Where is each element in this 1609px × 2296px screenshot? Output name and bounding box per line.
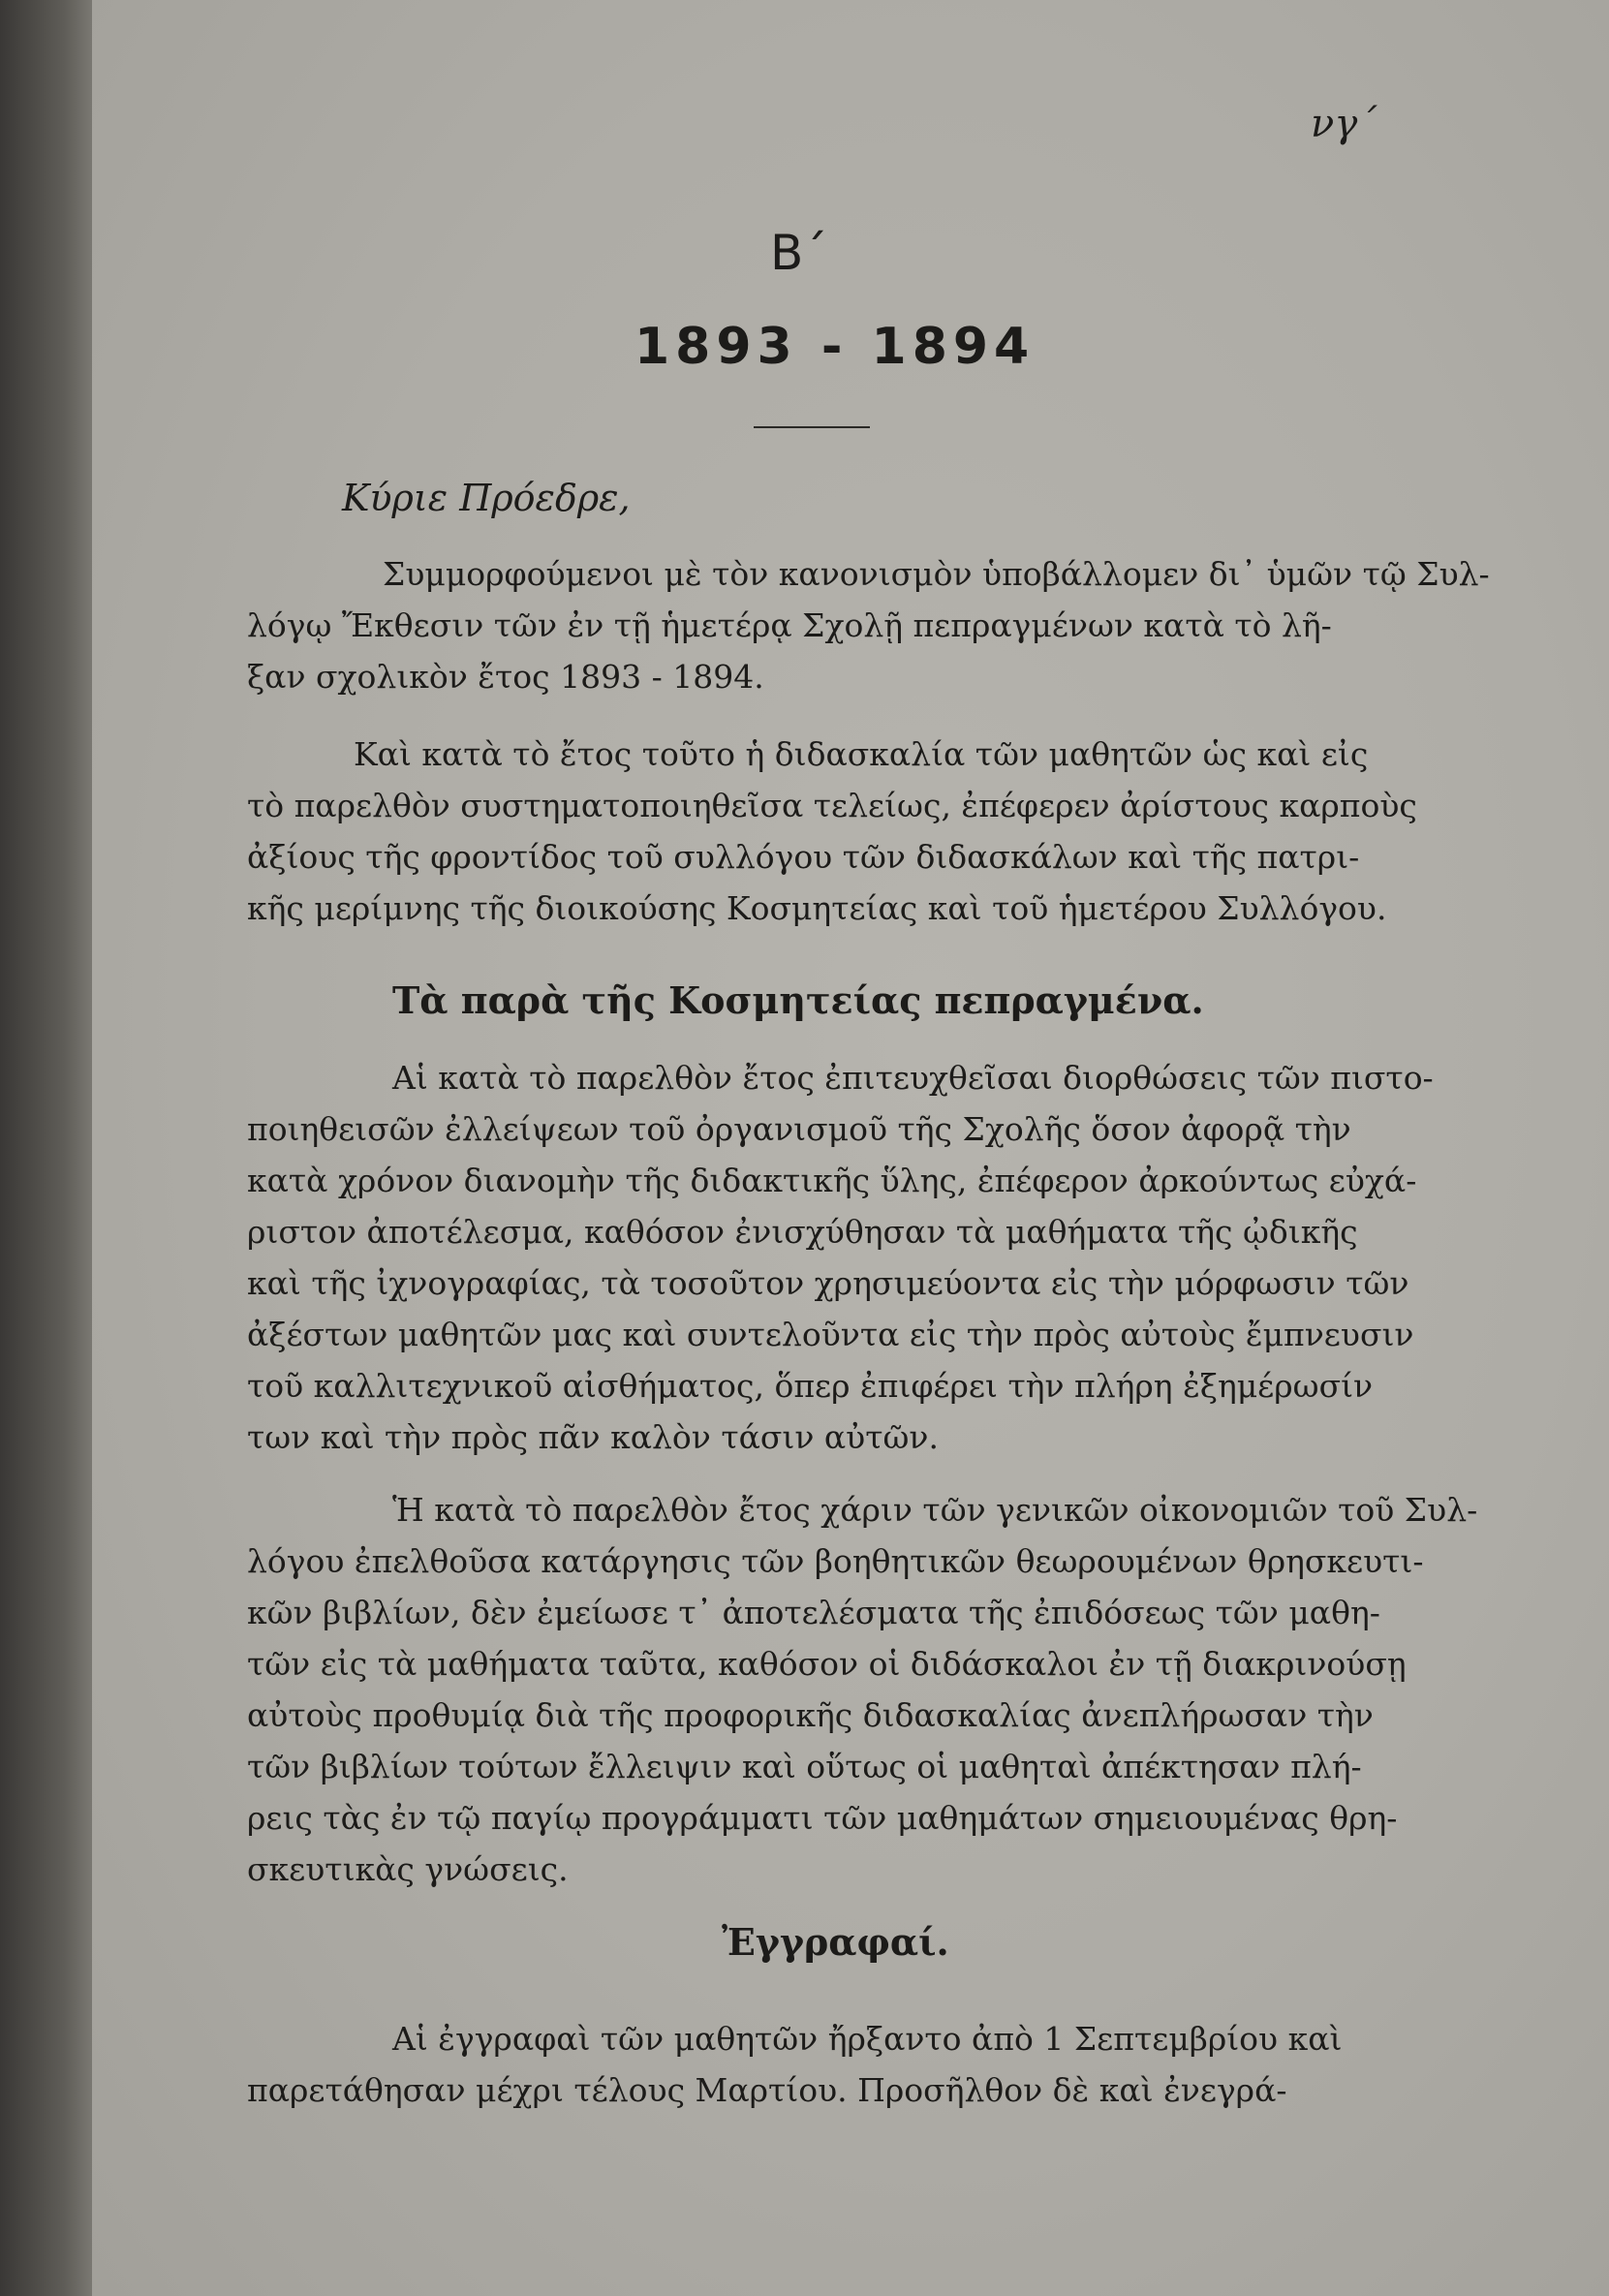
text-line: κῶν βιβλίων, δὲν ἐμείωσε τ᾽ ἀποτελέσματα τῆς ἐπιδόσεως τῶν μαθη- — [247, 1594, 1380, 1631]
text-line: Καὶ κατὰ τὸ ἔτος τοῦτο ἡ διδασκαλία τῶν μαθητῶν ὡς καὶ εἰς — [354, 735, 1369, 773]
text-line: λόγου ἐπελθοῦσα κατάργησις τῶν βοηθητικῶν θεωρουμένων θρησκευτι- — [247, 1542, 1424, 1580]
text-line: ἀξίους τῆς φροντίδος τοῦ συλλόγου τῶν διδασκάλων καὶ τῆς πατρι- — [247, 838, 1360, 876]
year-range-title: 1893 - 1894 — [634, 318, 1036, 376]
paragraph-enrollments — [247, 2013, 1477, 2116]
text-line: ἀξέστων μαθητῶν μας καὶ συντελοῦντα εἰς τὴν πρὸς αὐτοὺς ἔμπνευσιν — [247, 1316, 1414, 1353]
text-line: κῆς μερίμνης τῆς διοικούσης Κοσμητείας καὶ τοῦ ἡμετέρου Συλλόγου. — [247, 889, 1387, 927]
text-line: Αἱ ἐγγραφαὶ τῶν μαθητῶν ἤρξαντο ἀπὸ 1 Σεπτεμβρίου καὶ — [392, 2020, 1343, 2058]
book-binding-shadow — [0, 0, 92, 2296]
book-page — [92, 0, 1609, 2296]
paragraph-corrections — [247, 1052, 1477, 1463]
text-line: κατὰ χρόνον διανομὴν τῆς διδακτικῆς ὕλης, ἐπέφερον ἀρκούντως εὐχά- — [247, 1162, 1417, 1199]
text-line: τοῦ καλλιτεχνικοῦ αἰσθήματος, ὅπερ ἐπιφέρει τὴν πλήρη ἐξημέρωσίν — [247, 1367, 1374, 1405]
heading-enrollments: Ἐγγραφαί. — [722, 1920, 949, 1964]
text-line: των καὶ τὴν πρὸς πᾶν καλὸν τάσιν αὐτῶν. — [247, 1418, 939, 1456]
text-line: σκευτικὰς γνώσεις. — [247, 1850, 569, 1888]
paragraph-teaching — [247, 729, 1477, 934]
page-number: νγ΄ — [1311, 102, 1377, 146]
heading-committee-actions: Τὰ παρὰ τῆς Κοσμητείας πεπραγμένα. — [392, 978, 1204, 1022]
text-line: παρετάθησαν μέχρι τέλους Μαρτίου. Προσῆλθον δὲ καὶ ἐνεγρά- — [247, 2071, 1287, 2109]
paragraph-books — [247, 1484, 1477, 1895]
text-line: Ἡ κατὰ τὸ παρελθὸν ἔτος χάριν τῶν γενικῶν οἰκονομιῶν τοῦ Συλ- — [392, 1491, 1478, 1529]
salutation: Κύριε Πρόεδρε, — [342, 477, 631, 519]
title-divider — [754, 426, 870, 428]
text-line: ποιηθεισῶν ἐλλείψεων τοῦ ὀργανισμοῦ τῆς Σχολῆς ὅσον ἀφορᾷ τὴν — [247, 1110, 1351, 1148]
text-line: αὐτοὺς προθυμίᾳ διὰ τῆς προφορικῆς διδασκαλίας ἀνεπλήρωσαν τὴν — [247, 1696, 1374, 1734]
text-line: ξαν σχολικὸν ἔτος 1893 - 1894. — [247, 658, 764, 696]
text-line: καὶ τῆς ἰχνογραφίας, τὰ τοσοῦτον χρησιμεύοντα εἰς τὴν μόρφωσιν τῶν — [247, 1264, 1409, 1302]
text-line: λόγῳ Ἔκθεσιν τῶν ἐν τῇ ἡμετέρᾳ Σχολῇ πεπραγμένων κατὰ τὸ λῆ- — [247, 606, 1332, 644]
paragraph-intro — [247, 548, 1490, 702]
section-letter: Β΄ — [770, 225, 828, 281]
text-line: τῶν εἰς τὰ μαθήματα ταῦτα, καθόσον οἱ διδάσκαλοι ἐν τῇ διακρινούσῃ — [247, 1645, 1407, 1683]
text-line: ρεις τὰς ἐν τῷ παγίῳ προγράμματι τῶν μαθημάτων σημειουμένας θρη- — [247, 1799, 1398, 1837]
text-line: Αἱ κατὰ τὸ παρελθὸν ἔτος ἐπιτευχθεῖσαι διορθώσεις τῶν πιστο- — [392, 1059, 1434, 1097]
text-line: τῶν βιβλίων τούτων ἔλλειψιν καὶ οὕτως οἱ μαθηταὶ ἀπέκτησαν πλή- — [247, 1748, 1362, 1785]
text-line: τὸ παρελθὸν συστηματοποιηθεῖσα τελείως, ἐπέφερεν ἀρίστους καρποὺς — [247, 787, 1417, 824]
text-line: Συμμορφούμενοι μὲ τὸν κανονισμὸν ὑποβάλλομεν δι᾽ ὑμῶν τῷ Συλ- — [383, 555, 1490, 593]
text-line: ριστον ἀποτέλεσμα, καθόσον ἐνισχύθησαν τὰ μαθήματα τῆς ᾠδικῆς — [247, 1213, 1358, 1251]
